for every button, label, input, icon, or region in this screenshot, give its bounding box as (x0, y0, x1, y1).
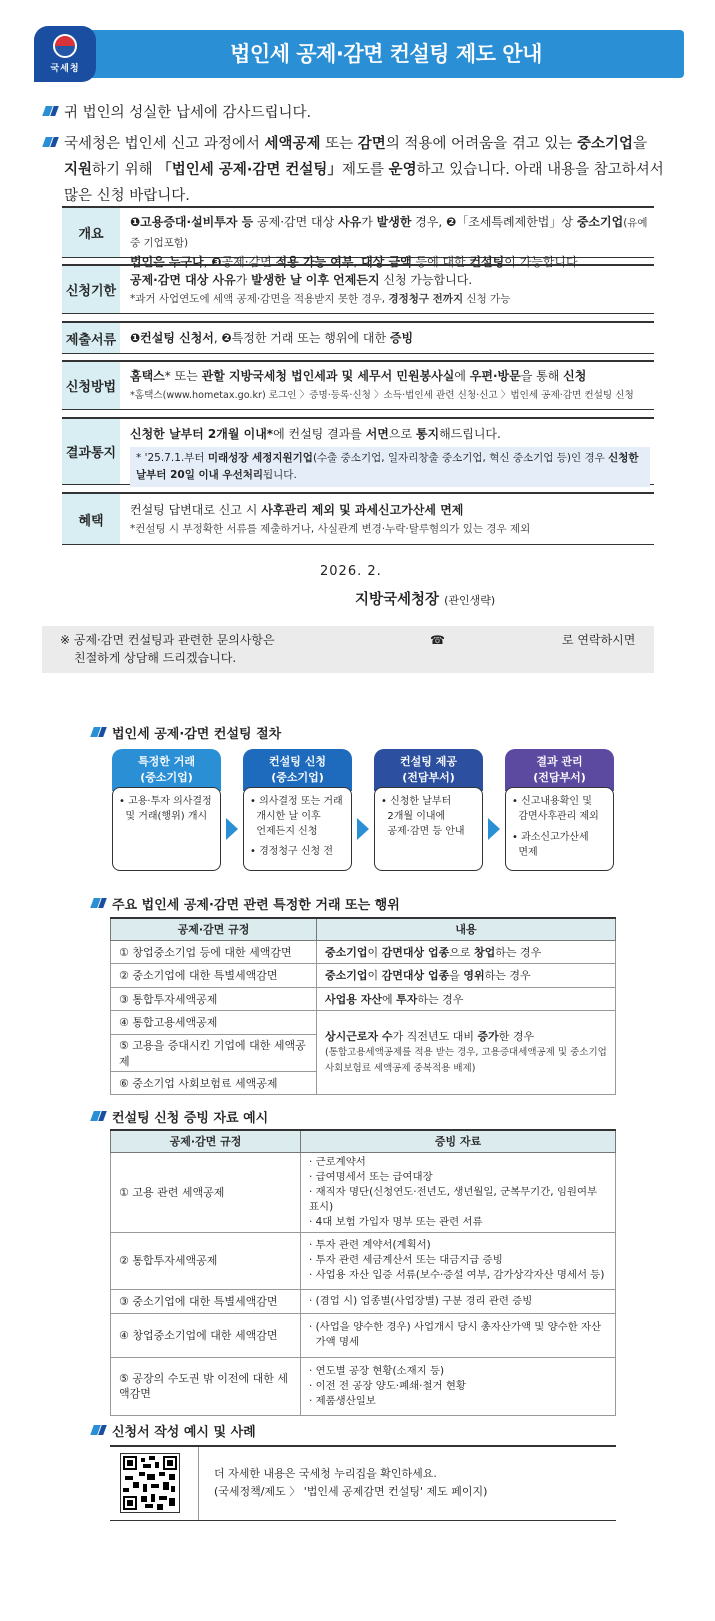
info-content: ❶컨설팅 신청서, ❷특정한 거래 또는 행위에 대한 증빙 (130, 331, 414, 345)
rule-cell: ② 통합투자세액공제 (111, 1232, 301, 1289)
page-header (32, 26, 684, 80)
info-label: 결과통지 (62, 419, 120, 484)
info-label: 혜택 (62, 494, 120, 544)
issuing-organization: 지방국세청장 (관인생략) (355, 592, 496, 608)
contact-box (42, 626, 654, 673)
column-header: 증빙 자료 (301, 1130, 616, 1152)
rule-cell: ③ 통합투자세액공제 (111, 987, 317, 1011)
taegeuk-icon (53, 34, 77, 58)
divider (198, 1447, 199, 1520)
step-box-4: • 신고내용확인 및 감면사후관리 제외 • 과소신고가산세 면제 (505, 787, 614, 871)
example-box (110, 1445, 616, 1521)
info-row-benefit (62, 492, 654, 545)
nts-logo (34, 26, 96, 82)
rule-cell: ④ 창업중소기업에 대한 세액감면 (111, 1313, 301, 1357)
evidence-cell: · (겸업 시) 업종별(사업장별) 구분 경리 관련 증빙 (301, 1289, 616, 1313)
content-cell: 상시근로자 수가 직전년도 대비 증가한 경우 (통합고용세액공제를 적용 받는 경우, 고용증대세액공제 및 중소기업 사회보험료 세액공제 중복적용 배제) (317, 1011, 616, 1095)
table-row (111, 1232, 616, 1289)
table2-title: 컨설팅 신청 증빙 자료 예시 (112, 1111, 269, 1126)
arrow-right-icon (226, 818, 238, 840)
intro-paragraph: 국세청은 법인세 신고 과정에서 세액공제 또는 감면의 적용에 어려움을 겪고 있는 중소기업을 지원하기 위해 「법인세 공제·감면 컨설팅」제도를 운영하고 있습니다. 아래 내용을 참고하셔서 많은 신청 바랍니다. (64, 136, 664, 204)
evidence-cell: · 근로계약서 · 급여명세서 또는 급여대장 · 재직자 명단(신청연도·전년도, 생년월일, 군복무기간, 임원여부 표시) · 4대 보험 가입자 명부 또는 관련 서류 (301, 1152, 616, 1232)
info-row-docs (62, 321, 654, 354)
table-row (111, 1289, 616, 1313)
bullet-icon (92, 898, 106, 908)
evidence-table (110, 1129, 616, 1416)
table-row (111, 1313, 616, 1357)
contact-tail: 로 연락하시면 (562, 633, 636, 647)
intro-greeting: 귀 법인의 성실한 납세에 감사드립니다. (64, 105, 312, 121)
content-cell: 중소기업이 감면대상 업종을 영위하는 경우 (317, 964, 616, 988)
info-content: 공제·감면 대상 사유가 발생한 날 이후 언제든지 신청 가능합니다. *과거 사업연도에 세액 공제·감면을 적용받지 못한 경우, 경정청구 전까지 신청 가능 (130, 273, 511, 305)
info-label: 개요 (62, 208, 120, 257)
evidence-cell: · (사업을 양수한 경우) 사업개시 당시 총자산가액 및 양수한 자산 가액 명세 (301, 1313, 616, 1357)
content-cell: 중소기업이 감면대상 업종으로 창업하는 경우 (317, 940, 616, 964)
step-box-1: • 고용·투자 의사결정 및 거래(행위) 개시 (112, 787, 221, 871)
table-row (111, 1357, 616, 1415)
step-header-4: 결과 관리 (전담부서) (505, 749, 614, 791)
step-header-1: 특정한 거래 (중소기업) (112, 749, 221, 791)
issue-date: 2026. 2. (320, 564, 382, 579)
bullet-icon (92, 1111, 106, 1121)
info-label: 신청방법 (62, 362, 120, 409)
contact-line2: 친절하게 상담해 드리겠습니다. (74, 651, 237, 665)
table-header-row (111, 1130, 616, 1152)
table-row (111, 1152, 616, 1232)
info-content: 컨설팅 답변대로 신고 시 사후관리 제외 및 과세신고가산세 면제 *컨설팅 시 부정확한 서류를 제출하거나, 사실관계 변경·누락·탈루혐의가 있는 경우 제외 (130, 503, 531, 535)
phone-icon: ☎ (430, 633, 445, 647)
column-header: 공제·감면 규정 (111, 1130, 301, 1152)
arrow-right-icon (357, 818, 369, 840)
contact-line1: ※ 공제·감면 컨설팅과 관련한 문의사항은 (60, 633, 275, 647)
info-row-overview (62, 206, 654, 269)
rule-cell: ② 중소기업에 대한 특별세액감면 (111, 964, 317, 988)
info-row-method (62, 360, 654, 410)
rule-cell: ⑤ 고용을 증대시킨 기업에 대한 세액공제 (111, 1034, 317, 1071)
info-label: 제출서류 (62, 323, 120, 353)
step-header-2: 컨설팅 신청 (중소기업) (243, 749, 352, 791)
table-row (111, 964, 616, 988)
column-header: 공제·감면 규정 (111, 918, 317, 940)
rule-cell: ⑤ 공장의 수도권 밖 이전에 대한 세액감면 (111, 1357, 301, 1415)
logo-text: 국세청 (50, 64, 80, 74)
example-title: 신청서 작성 예시 및 사례 (112, 1425, 256, 1440)
rule-cell: ⑥ 중소기업 사회보험료 세액공제 (111, 1071, 317, 1095)
table-row (111, 940, 616, 964)
info-row-period (62, 264, 654, 314)
transactions-table (110, 917, 616, 1095)
rule-cell: ① 고용 관련 세액공제 (111, 1152, 301, 1232)
bullet-icon (92, 1425, 106, 1435)
qr-code-icon[interactable] (120, 1453, 180, 1513)
table-header-row (111, 918, 616, 940)
content-cell: 사업용 자산에 투자하는 경우 (317, 987, 616, 1011)
example-text: 더 자세한 내용은 국세청 누리집을 확인하세요. (국세정책/제도 〉 '법인세 공제감면 컨설팅' 제도 페이지) (214, 1467, 488, 1498)
rule-cell: ④ 통합고용세액공제 (111, 1011, 317, 1035)
rule-cell: ③ 중소기업에 대한 특별세액감면 (111, 1289, 301, 1313)
info-row-result (62, 417, 654, 485)
table-row (111, 1011, 616, 1035)
arrow-right-icon (488, 818, 500, 840)
page-title: 법인세 공제·감면 컨설팅 제도 안내 (230, 42, 542, 66)
priority-note: * '25.7.1.부터 미래성장 세정지원기업(수출 중소기업, 일자리창출 중소기업, 혁신 중소기업 등)인 경우 신청한 날부터 20일 이내 우선처리됩니다. (130, 447, 650, 487)
bullet-icon (44, 106, 58, 116)
step-box-2: • 의사결정 또는 거래 개시한 날 이후 언제든지 신청 • 경정청구 신청 전 (243, 787, 352, 871)
info-content: 신청한 날부터 2개월 이내*에 컨설팅 결과를 서면으로 통지해드립니다. * '25.7.1.부터 미래성장 세정지원기업(수출 중소기업, 일자리창출 중소기업, 혁신 중소기업 등)인 경우 신청한 날부터 20일 이내 우선처리됩니다. (130, 425, 650, 487)
bullet-icon (44, 137, 58, 147)
evidence-cell: · 투자 관련 계약서(계획서) · 투자 관련 세금계산서 또는 대금지급 증빙 · 사업용 자산 입증 서류(보수·증설 여부, 감가상각자산 명세서 등) (301, 1232, 616, 1289)
rule-cell: ① 창업중소기업 등에 대한 세액감면 (111, 940, 317, 964)
table-row (111, 987, 616, 1011)
bullet-icon (92, 727, 106, 737)
table1-title: 주요 법인세 공제·감면 관련 특정한 거래 또는 행위 (112, 898, 400, 913)
info-content: ❶고용증대·설비투자 등 공제·감면 대상 사유가 발생한 경우, ❷「조세특례제한법」상 중소기업(유예 중 기업포함) 법인은 누구나, ❸공제·감면 적용 가능 여부, 대상 금액 등에 대한 컨설팅이 가능합니다. (130, 215, 648, 269)
column-header: 내용 (317, 918, 616, 940)
info-content: 홈택스* 또는 관할 지방국세청 법인세과 및 세무서 민원봉사실에 우편·방문을 통해 신청 *홈택스(www.hometax.go.kr) 로그인 〉증명·등록·신청 〉소득·법인세 관련 신청·신고 〉법인세 공제·감면 컨설팅 신청 (130, 369, 634, 401)
evidence-cell: · 연도별 공장 현황(소재지 등) · 이전 전 공장 양도·폐쇄·철거 현황 · 제품생산일보 (301, 1357, 616, 1415)
info-label: 신청기한 (62, 266, 120, 313)
process-title: 법인세 공제·감면 컨설팅 절차 (112, 727, 282, 742)
step-header-3: 컨설팅 제공 (전담부서) (374, 749, 483, 791)
step-box-3: • 신청한 날부터 2개월 이내에 공제·감면 등 안내 (374, 787, 483, 871)
